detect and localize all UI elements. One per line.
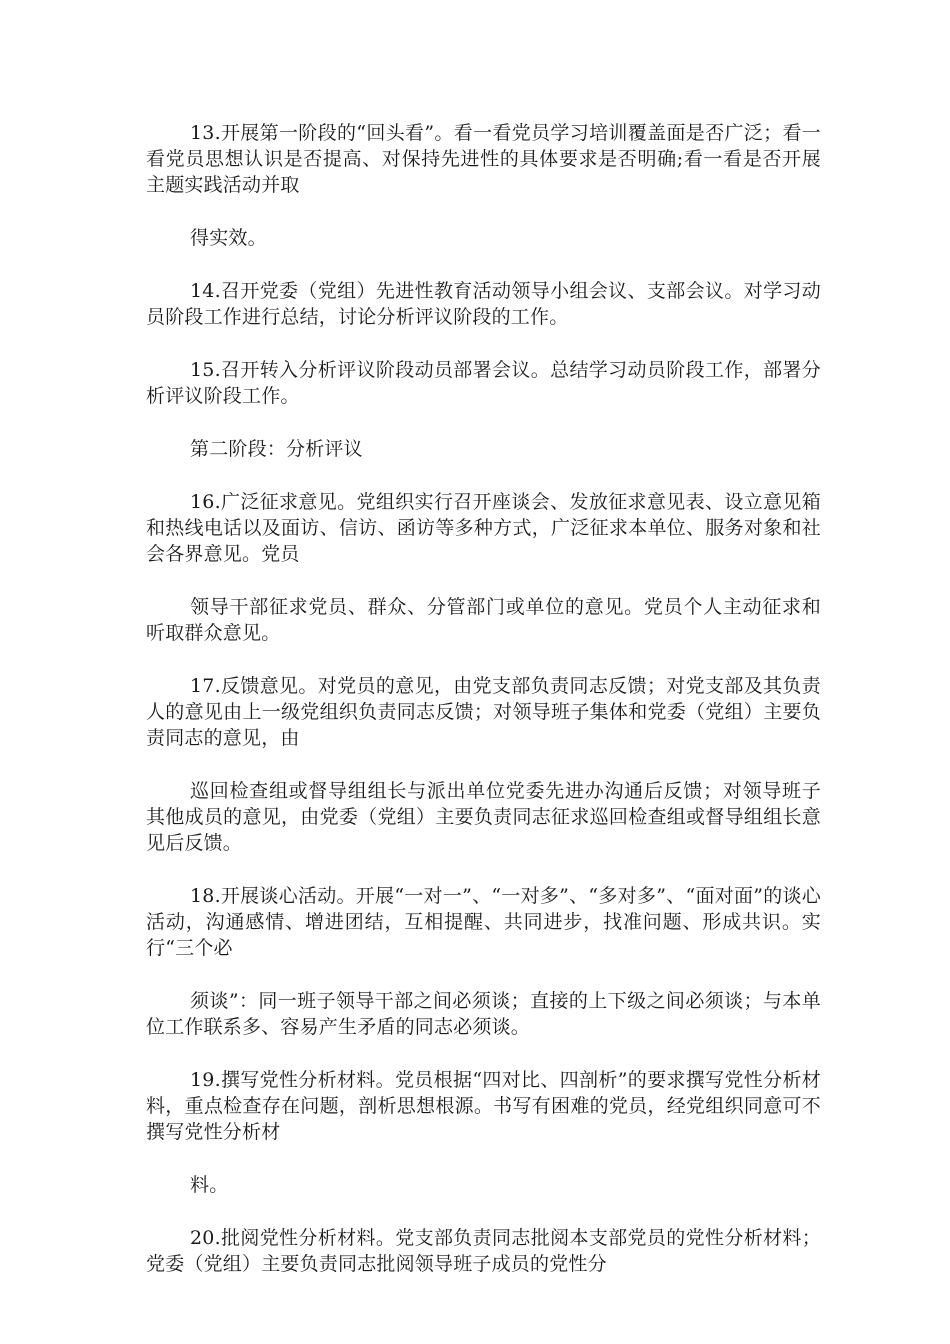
paragraph-17-continued: 巡回检查组或督导组组长与派出单位党委先进办沟通后反馈；对领导班子其他成员的意见，由党委（党组）主要负责同志征求巡回检查组或督导组组长意见后反馈。 — [146, 780, 821, 854]
paragraph-19: 19.撰写党性分析材料。党员根据“四对比、四剖析”的要求撰写党性分析材料，重点检查存在问题，剖析思想根源。书写有困难的党员，经党组织同意可不撰写党性分析材 — [146, 1069, 821, 1143]
paragraph-16: 16.广泛征求意见。党组织实行召开座谈会、发放征求意见表、设立意见箱和热线电话以及面访、信访、函访等多种方式，广泛征求本单位、服务对象和社会各界意见。党员 — [146, 491, 821, 565]
paragraph-16-continued: 领导干部征求党员、群众、分管部门或单位的意见。党员个人主动征求和听取群众意见。 — [146, 596, 821, 644]
paragraph-17: 17.反馈意见。对党员的意见，由党支部负责同志反馈；对党支部及其负责人的意见由上一级党组织负责同志反馈；对领导班子集体和党委（党组）主要负责同志的意见，由 — [146, 675, 821, 749]
paragraph-20: 20.批阅党性分析材料。党支部负责同志批阅本支部党员的党性分析材料；党委（党组）主要负责同志批阅领导班子成员的党性分 — [146, 1227, 821, 1275]
paragraph-13-continued: 得实效。 — [190, 227, 267, 249]
paragraph-18: 18.开展谈心活动。开展“一对一”、“一对多”、“多对多”、“面对面”的谈心活动，沟通感情、增进团结，互相提醒、共同进步，找准问题、形成共识。实行“三个必 — [146, 885, 821, 959]
paragraph-18-continued: 须谈”：同一班子领导干部之间必须谈；直接的上下级之间必须谈；与本单位工作联系多、容易产生矛盾的同志必须谈。 — [146, 990, 821, 1038]
section-heading-stage-two: 第二阶段：分析评议 — [190, 438, 363, 460]
paragraph-15: 15.召开转入分析评议阶段动员部署会议。总结学习动员阶段工作，部署分析评议阶段工作。 — [146, 359, 821, 407]
paragraph-14: 14.召开党委（党组）先进性教育活动领导小组会议、支部会议。对学习动员阶段工作进行总结，讨论分析评议阶段的工作。 — [146, 280, 821, 328]
paragraph-13: 13.开展第一阶段的“回头看”。看一看党员学习培训覆盖面是否广泛；看一看党员思想认识是否提高、对保持先进性的具体要求是否明确;看一看是否开展主题实践活动并取 — [146, 122, 821, 196]
document-page — [146, 120, 821, 1304]
paragraph-19-continued: 料。 — [190, 1174, 229, 1196]
